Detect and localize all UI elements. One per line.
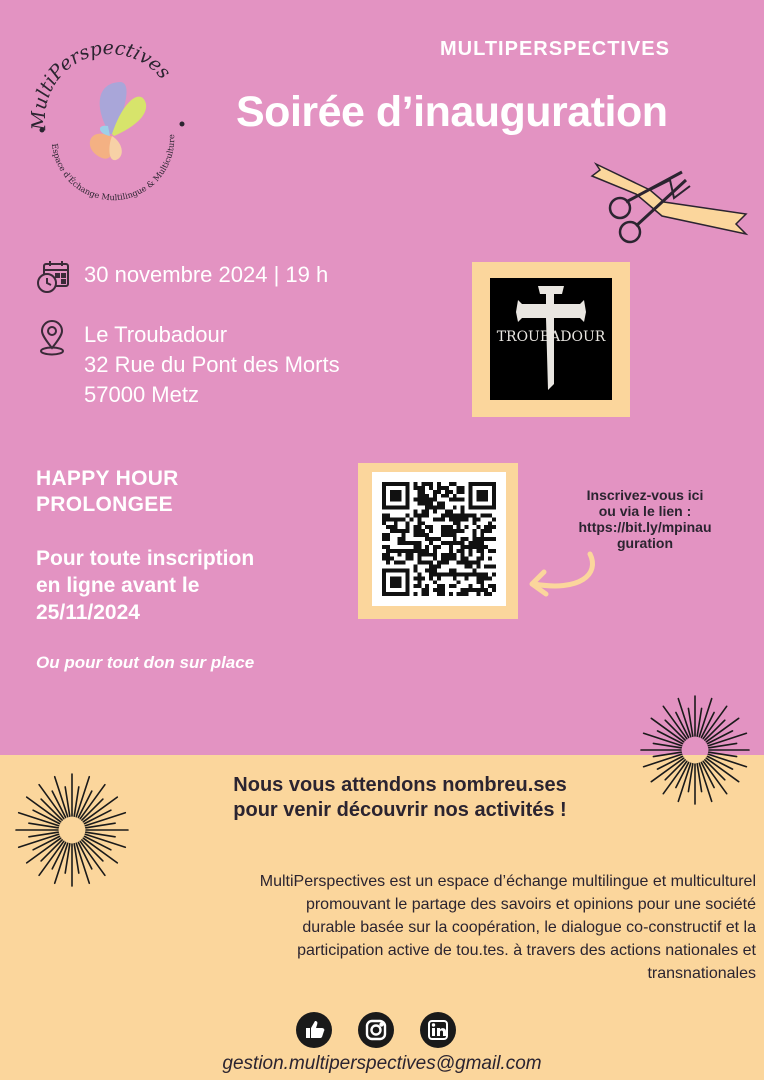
logo-tagline: Espace d’Échange Multilingue & Multiculture	[49, 134, 177, 203]
condition-deadline: 25/11/2024	[36, 601, 140, 624]
condition-line1: Pour toute inscription	[36, 547, 255, 570]
svg-text:MultiPerspectives	[28, 38, 175, 131]
condition-line2: en ligne avant le	[36, 574, 200, 597]
venue-name: Le Troubadour	[84, 322, 228, 347]
calendar-clock-icon	[36, 260, 70, 294]
troubadour-logo-text: TROUBADOUR	[496, 329, 606, 345]
signup-url-end[interactable]: guration	[617, 535, 673, 551]
signup-line2: ou via le lien :	[598, 503, 692, 519]
troubadour-logo	[490, 278, 612, 400]
qr-code[interactable]	[372, 472, 506, 606]
signup-condition	[36, 545, 254, 626]
logo-name: MultiPerspectives	[27, 38, 175, 131]
venue-street: 32 Rue du Pont des Morts	[84, 352, 340, 377]
brand-title: MULTIPERSPECTIVES	[440, 38, 670, 60]
event-date: 30 novembre 2024 | 19 h	[84, 262, 329, 287]
happy-hour-heading	[36, 466, 179, 518]
signup-link-text[interactable]	[550, 487, 740, 551]
instagram-icon[interactable]	[358, 1012, 394, 1048]
firework-burst-icon	[8, 770, 136, 890]
qr-code-image[interactable]	[382, 482, 496, 596]
about-line5: transnationales	[647, 965, 756, 982]
headline-line2: pour venir découvrir nos activités !	[233, 799, 567, 821]
curved-arrow-icon	[520, 548, 602, 600]
about-line4: participation active de tou.tes. à travers des actions nationales et	[297, 942, 756, 959]
donation-note: Ou pour tout don sur place	[36, 653, 255, 672]
event-address	[84, 320, 340, 410]
multiperspectives-logo	[24, 38, 194, 208]
about-paragraph	[132, 870, 756, 985]
signup-url[interactable]: https://bit.ly/mpinau	[578, 519, 712, 535]
location-pin-icon	[38, 320, 66, 356]
contact-email[interactable]: gestion.multiperspectives@gmail.com	[222, 1053, 542, 1074]
happy-hour-line1: HAPPY HOUR	[36, 467, 179, 490]
about-line1: MultiPerspectives est un espace d’échange multilingue et multiculturel	[259, 873, 756, 890]
signup-line1: Inscrivez-vous ici	[586, 487, 704, 503]
scissors-ribbon-illustration	[590, 150, 750, 245]
about-line2: promouvant le partage des savoirs et opinions pour une société	[305, 896, 756, 913]
headline-line1: Nous vous attendons nombreu.ses	[233, 774, 567, 796]
page-title: Soirée d’inauguration	[236, 88, 668, 136]
about-line3: durable basée sur la coopération, le dialogue co-constructif et la	[302, 919, 756, 936]
happy-hour-line2: PROLONGEE	[36, 493, 173, 516]
thumbs-up-icon[interactable]	[296, 1012, 332, 1048]
footer-headline	[150, 773, 650, 823]
linkedin-icon[interactable]	[420, 1012, 456, 1048]
venue-city: 57000 Metz	[84, 382, 199, 407]
